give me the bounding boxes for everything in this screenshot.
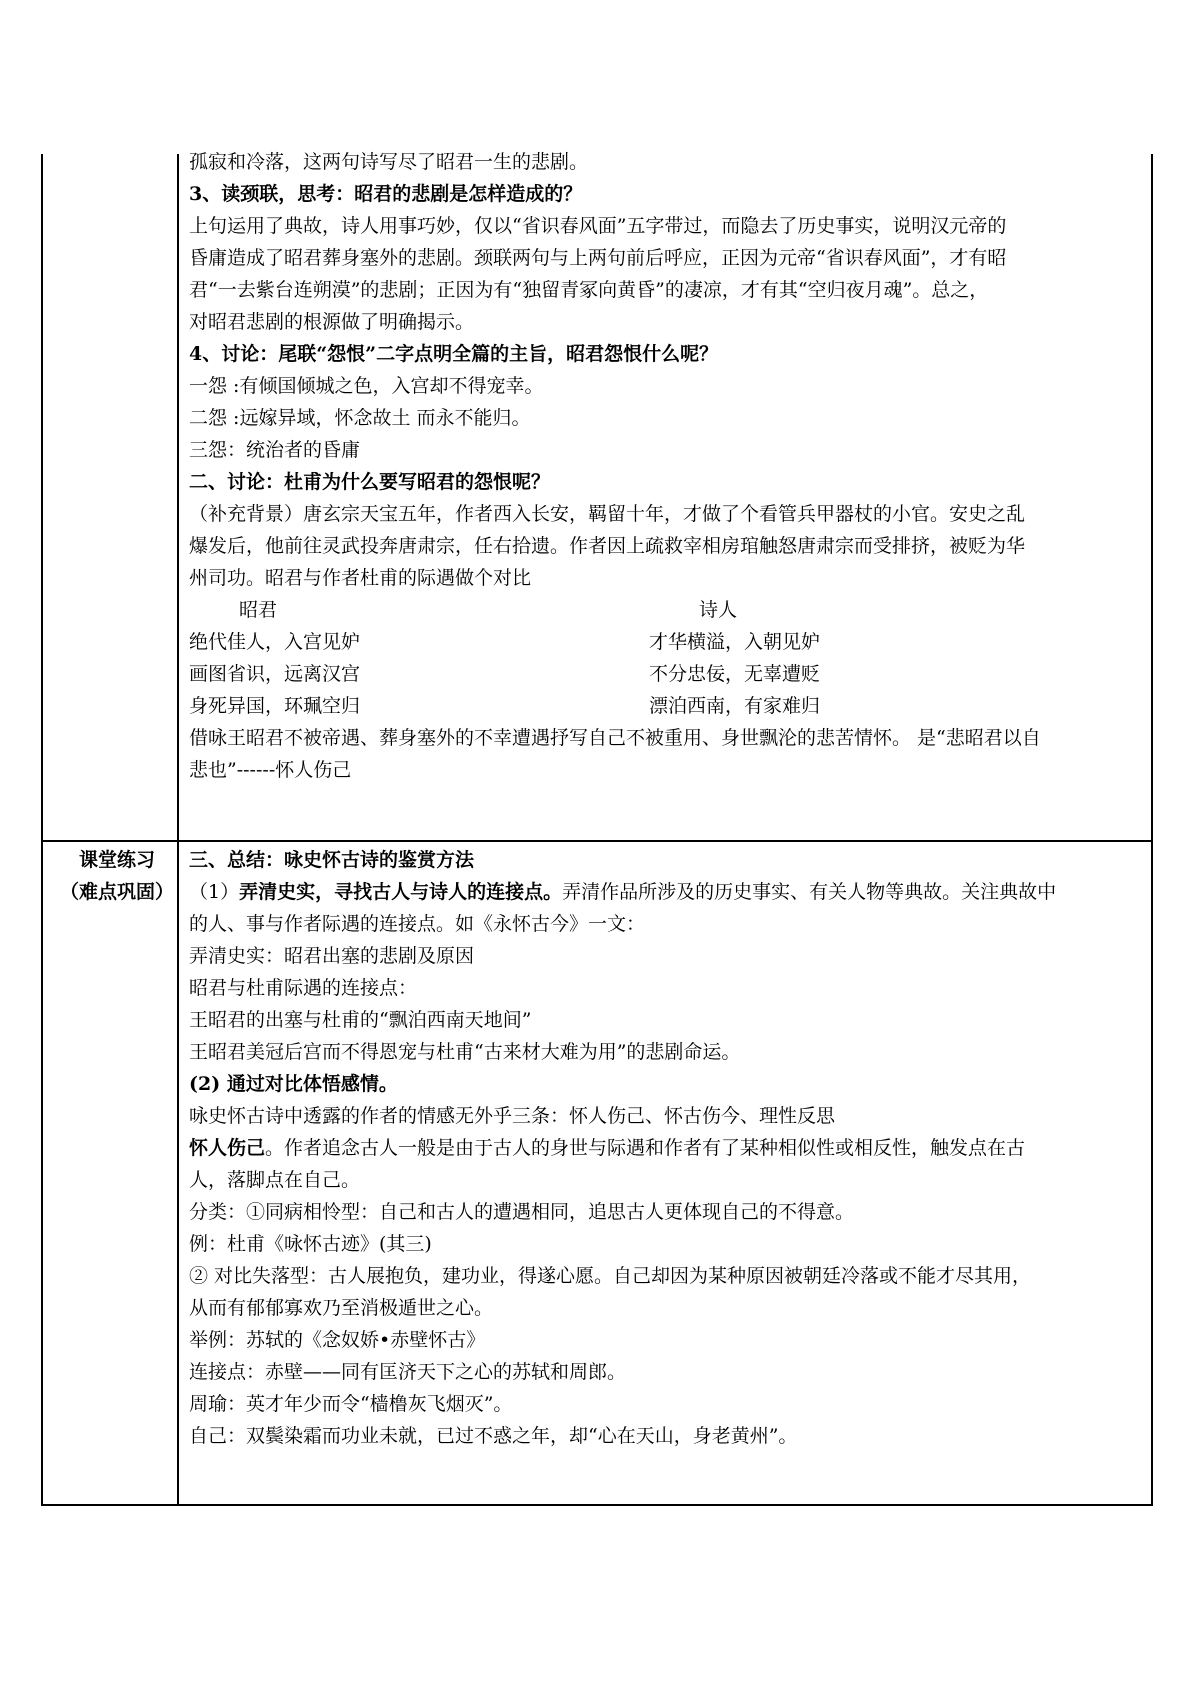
text-line: 一怨 :有倾国倾城之色，入宫却不得宠幸。 xyxy=(189,375,544,397)
text-line: 借咏王昭君不被帝遇、葬身塞外的不幸遭遇抒写自己不被重用、身世飘沦的悲苦情怀。 是“悲昭君以自 xyxy=(189,727,1041,749)
text-line: 君“一去紫台连朔漠”的悲剧；正因为有“独留青冢向黄昏”的凄凉，才有其“空归夜月魂”。总之， xyxy=(189,279,989,301)
compare-left: 身死异国，环珮空归 xyxy=(189,695,361,717)
text-line: （补充背景）唐玄宗天宝五年，作者西入长安，羁留十年，才做了个看管兵甲器杖的小官。安史之乱 xyxy=(189,503,1026,525)
question-heading: 4、讨论：尾联“怨恨”二字点明全篇的主旨，昭君怨恨什么呢？ xyxy=(189,343,719,365)
table-border-right xyxy=(1151,154,1153,1504)
text-line: 咏史怀古诗中透露的作者的情感无外乎三条：怀人伤己、怀古伤今、理性反思 xyxy=(189,1105,836,1127)
bold-span: 弄清史实，寻找古人与诗人的连接点。 xyxy=(239,881,563,903)
text-line xyxy=(189,1132,1145,1164)
text-line: 周瑜：英才年少而令“樯橹灰飞烟灭”。 xyxy=(189,1393,513,1415)
text-line: 悲也”------怀人伤己 xyxy=(189,759,352,781)
compare-header xyxy=(189,594,1145,626)
bottom-cell-content xyxy=(189,844,1145,1452)
bold-span: 怀人伤己 xyxy=(189,1137,266,1159)
text-line: 州司功。昭君与作者杜甫的际遇做个对比 xyxy=(189,567,532,589)
compare-header-left: 昭君 xyxy=(239,599,278,621)
text-span: 弄清作品所涉及的历史事实、有关人物等典故。关注典故中 xyxy=(562,881,1057,903)
text-line: 分类：①同病相怜型：自己和古人的遭遇相同，追思古人更体现自己的不得意。 xyxy=(189,1201,855,1223)
text-line: 昏庸造成了昭君葬身塞外的悲剧。颈联两句与上两句前后呼应，正因为元帝“省识春风面”，才有昭 xyxy=(189,247,1007,269)
text-line xyxy=(189,876,1145,908)
text-line: 王昭君美冠后宫而不得恩宠与杜甫“古来材大难为用”的悲剧命运。 xyxy=(189,1041,741,1063)
text-line: 孤寂和冷落，这两句诗写尽了昭君一生的悲剧。 xyxy=(189,151,589,173)
compare-right: 不分忠佞，无辜遭贬 xyxy=(649,663,821,685)
question-heading: 3、读颈联，思考：昭君的悲剧是怎样造成的？ xyxy=(189,183,583,205)
text-line: 自己：双鬓染霜而功业未就，已过不惑之年，却“心在天山，身老黄州”。 xyxy=(189,1425,798,1447)
text-line: 对昭君悲剧的根源做了明确揭示。 xyxy=(189,311,475,333)
text-line: 弄清史实：昭君出塞的悲剧及原因 xyxy=(189,945,475,967)
text-line: 从而有郁郁寡欢乃至消极遁世之心。 xyxy=(189,1297,494,1319)
compare-row xyxy=(189,626,1145,658)
text-line: ② 对比失落型：古人展抱负，建功业，得遂心愿。自己却因为某种原因被朝廷冷落或不能才尽其用， xyxy=(189,1265,1032,1287)
compare-right: 漂泊西南，有家难归 xyxy=(649,695,821,717)
table-border-left xyxy=(41,154,43,1504)
lesson-table xyxy=(41,151,1153,1504)
compare-left: 画图省识，远离汉宫 xyxy=(189,663,361,685)
compare-header-right: 诗人 xyxy=(699,599,738,621)
compare-right: 才华横溢，入朝见妒 xyxy=(649,631,821,653)
text-line: 例：杜甫《咏怀古迹》(其三) xyxy=(189,1233,432,1255)
row-label-line: （难点巩固） xyxy=(59,881,174,903)
text-line: 连接点：赤壁——同有匡济天下之心的苏轼和周郎。 xyxy=(189,1361,627,1383)
compare-left: 绝代佳人，入宫见妒 xyxy=(189,631,361,653)
compare-row xyxy=(189,690,1145,722)
section-heading: 二、讨论：杜甫为什么要写昭君的怨恨呢？ xyxy=(189,471,551,493)
text-line: 人，落脚点在自己。 xyxy=(189,1169,361,1191)
table-border-bottom xyxy=(41,1504,1153,1506)
text-line: 爆发后，他前往灵武投奔唐肃宗，任右拾遗。作者因上疏救宰相房琯触怒唐肃宗而受排挤，被贬为华 xyxy=(189,535,1026,557)
text-span: 。作者追念古人一般是由于古人的身世与际遇和作者有了某种相似性或相反性，触发点在古 xyxy=(265,1137,1026,1159)
table-row-divider xyxy=(41,840,1153,842)
text-span: （1） xyxy=(189,881,240,903)
text-line: 举例：苏轼的《念奴娇•赤壁怀古》 xyxy=(189,1329,486,1351)
row-label-line: 课堂练习 xyxy=(78,849,155,871)
text-line: 昭君与杜甫际遇的连接点： xyxy=(189,977,418,999)
text-line: 的人、事与作者际遇的连接点。如《永怀古今》一文： xyxy=(189,913,646,935)
table-column-divider xyxy=(177,154,179,1504)
text-line: 上句运用了典故，诗人用事巧妙，仅以“省识春风面”五字带过，而隐去了历史事实，说明汉元帝的 xyxy=(189,215,1007,237)
top-cell-content xyxy=(189,146,1145,786)
text-line: 王昭君的出塞与杜甫的“飘泊西南天地间” xyxy=(189,1009,532,1031)
row-label xyxy=(41,844,193,908)
compare-row xyxy=(189,658,1145,690)
text-line: 二怨 :远嫁异域，怀念故土 而永不能归。 xyxy=(189,407,531,429)
section-heading: 三、总结：咏史怀古诗的鉴赏方法 xyxy=(189,849,475,871)
section-heading: (2) 通过对比体悟感情。 xyxy=(189,1073,398,1095)
text-line: 三怨：统治者的昏庸 xyxy=(189,439,361,461)
